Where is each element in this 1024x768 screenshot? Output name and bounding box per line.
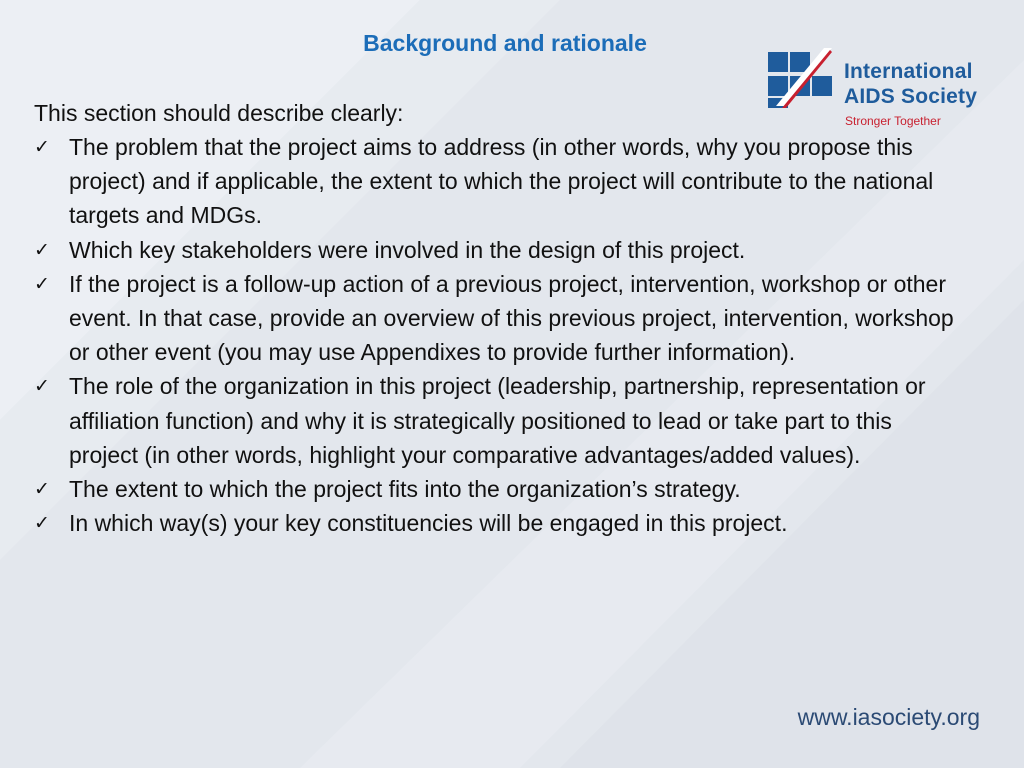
list-item-text: Which key stakeholders were involved in the design of this project.	[69, 236, 746, 263]
ias-emblem-icon	[768, 46, 832, 110]
intro-text: This section should describe clearly:	[34, 100, 404, 126]
slide-title: Background and rationale	[363, 30, 647, 56]
list-item-text: The extent to which the project fits into the organization’s strategy.	[69, 476, 741, 503]
ias-logo	[768, 44, 988, 134]
list-item	[34, 506, 964, 540]
list-item	[34, 267, 964, 370]
list-item	[34, 472, 964, 506]
checkmark-icon: ✓	[34, 136, 50, 158]
list-item	[34, 233, 964, 267]
footer-url[interactable]: www.iasociety.org	[797, 704, 980, 730]
list-item	[34, 130, 964, 233]
list-item	[34, 369, 964, 472]
checkmark-icon: ✓	[34, 272, 50, 295]
checkmark-icon: ✓	[34, 238, 50, 261]
logo-line-1: International	[844, 60, 973, 83]
list-item-text: If the project is a follow-up action of a previous project, intervention, workshop or other event. In that case, provide an overview of this previous project, intervention, workshop or other event (you may use Appendixes to provide further information).	[69, 270, 954, 366]
logo-tagline: Stronger Together	[845, 114, 941, 128]
list-item-text: The problem that the project aims to address (in other words, why you propose this project) and if applicable, the extent to which the project will contribute to the national targets and MDGs.	[69, 134, 934, 229]
list-item-text: In which way(s) your key constituencies will be engaged in this project.	[69, 510, 788, 537]
checkmark-icon: ✓	[34, 375, 50, 398]
requirements-list	[34, 130, 964, 540]
checkmark-icon: ✓	[34, 478, 50, 501]
logo-line-2: AIDS Society	[844, 85, 978, 108]
list-item-text: The role of the organization in this project (leadership, partnership, representation or affiliation function) and why it is strategically positioned to lead or take part to this project (in other words, highlight your comparative advantages/added values).	[69, 373, 926, 468]
checkmark-icon: ✓	[34, 512, 50, 535]
